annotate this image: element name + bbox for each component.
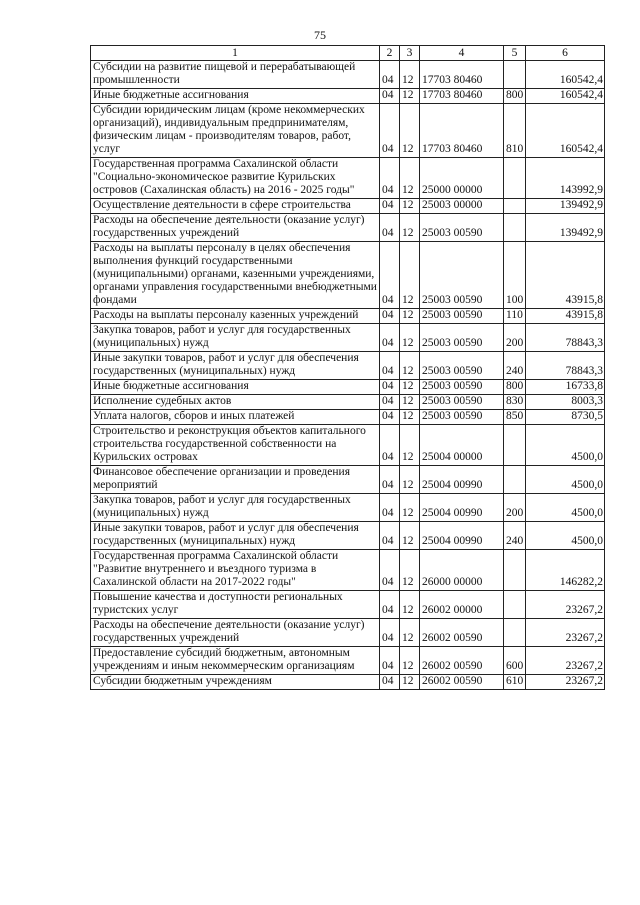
subsection-code-cell: 12 xyxy=(400,242,420,309)
amount-cell: 8730,5 xyxy=(526,410,605,425)
column-header: 2 xyxy=(380,46,400,61)
table-header-row xyxy=(91,46,605,61)
subsection-code-cell: 12 xyxy=(400,675,420,690)
amount-cell: 23267,2 xyxy=(526,619,605,647)
column-header: 6 xyxy=(526,46,605,61)
target-article-cell: 25003 00590 xyxy=(420,395,504,410)
subsection-code-cell: 12 xyxy=(400,104,420,158)
table-row xyxy=(91,395,605,410)
subsection-code-cell: 12 xyxy=(400,410,420,425)
expense-type-cell xyxy=(504,158,526,199)
subsection-code-cell: 12 xyxy=(400,550,420,591)
expense-name-cell: Расходы на обеспечение деятельности (оказание услуг) государственных учреждений xyxy=(91,619,380,647)
expense-name-cell: Осуществление деятельности в сфере строительства xyxy=(91,199,380,214)
expense-name-cell: Государственная программа Сахалинской области "Социально-экономическое развитие Курильских островов (Сахалинская область) на 2016 - 2025 годы" xyxy=(91,158,380,199)
amount-cell: 16733,8 xyxy=(526,380,605,395)
table-row xyxy=(91,494,605,522)
table-row xyxy=(91,647,605,675)
target-article-cell: 25003 00590 xyxy=(420,214,504,242)
table-row xyxy=(91,522,605,550)
target-article-cell: 25003 00590 xyxy=(420,309,504,324)
expense-type-cell xyxy=(504,466,526,494)
expense-name-cell: Закупка товаров, работ и услуг для государственных (муниципальных) нужд xyxy=(91,324,380,352)
expense-name-cell: Повышение качества и доступности региональных туристских услуг xyxy=(91,591,380,619)
expense-name-cell: Расходы на выплаты персоналу казенных учреждений xyxy=(91,309,380,324)
section-code-cell: 04 xyxy=(380,309,400,324)
expense-type-cell xyxy=(504,199,526,214)
expense-type-cell xyxy=(504,550,526,591)
subsection-code-cell: 12 xyxy=(400,395,420,410)
table-row xyxy=(91,89,605,104)
subsection-code-cell: 12 xyxy=(400,522,420,550)
expense-name-cell: Иные бюджетные ассигнования xyxy=(91,89,380,104)
amount-cell: 4500,0 xyxy=(526,466,605,494)
target-article-cell: 25003 00590 xyxy=(420,380,504,395)
expense-name-cell: Предоставление субсидий бюджетным, автономным учреждениям и иным некоммерческим организациям xyxy=(91,647,380,675)
target-article-cell: 25004 00990 xyxy=(420,494,504,522)
expense-name-cell: Субсидии юридическим лицам (кроме некоммерческих организаций), индивидуальным предпринимателям, физическим лицам - производителям товаров, работ, услуг xyxy=(91,104,380,158)
budget-table xyxy=(90,45,605,690)
section-code-cell: 04 xyxy=(380,425,400,466)
expense-type-cell: 610 xyxy=(504,675,526,690)
target-article-cell: 25004 00000 xyxy=(420,425,504,466)
amount-cell: 78843,3 xyxy=(526,352,605,380)
expense-type-cell: 800 xyxy=(504,380,526,395)
subsection-code-cell: 12 xyxy=(400,647,420,675)
table-row xyxy=(91,309,605,324)
subsection-code-cell: 12 xyxy=(400,89,420,104)
target-article-cell: 25003 00000 xyxy=(420,199,504,214)
subsection-code-cell: 12 xyxy=(400,380,420,395)
section-code-cell: 04 xyxy=(380,591,400,619)
expense-type-cell: 830 xyxy=(504,395,526,410)
amount-cell: 160542,4 xyxy=(526,104,605,158)
section-code-cell: 04 xyxy=(380,158,400,199)
table-row xyxy=(91,158,605,199)
expense-name-cell: Иные бюджетные ассигнования xyxy=(91,380,380,395)
section-code-cell: 04 xyxy=(380,647,400,675)
section-code-cell: 04 xyxy=(380,395,400,410)
section-code-cell: 04 xyxy=(380,619,400,647)
subsection-code-cell: 12 xyxy=(400,352,420,380)
target-article-cell: 26002 00590 xyxy=(420,647,504,675)
target-article-cell: 25000 00000 xyxy=(420,158,504,199)
subsection-code-cell: 12 xyxy=(400,466,420,494)
amount-cell: 23267,2 xyxy=(526,591,605,619)
subsection-code-cell: 12 xyxy=(400,591,420,619)
amount-cell: 4500,0 xyxy=(526,494,605,522)
section-code-cell: 04 xyxy=(380,214,400,242)
amount-cell: 4500,0 xyxy=(526,425,605,466)
subsection-code-cell: 12 xyxy=(400,425,420,466)
target-article-cell: 26002 00590 xyxy=(420,675,504,690)
amount-cell: 143992,9 xyxy=(526,158,605,199)
expense-type-cell xyxy=(504,214,526,242)
section-code-cell: 04 xyxy=(380,242,400,309)
expense-type-cell: 800 xyxy=(504,89,526,104)
expense-type-cell: 110 xyxy=(504,309,526,324)
amount-cell: 23267,2 xyxy=(526,675,605,690)
expense-type-cell xyxy=(504,591,526,619)
column-header: 1 xyxy=(91,46,380,61)
table-row xyxy=(91,352,605,380)
target-article-cell: 26000 00000 xyxy=(420,550,504,591)
expense-name-cell: Иные закупки товаров, работ и услуг для обеспечения государственных (муниципальных) нужд xyxy=(91,352,380,380)
table-row xyxy=(91,425,605,466)
target-article-cell: 25003 00590 xyxy=(420,324,504,352)
column-header: 3 xyxy=(400,46,420,61)
expense-name-cell: Расходы на выплаты персоналу в целях обеспечения выполнения функций государственными (муниципальными) органами, казенными учреждениями, органами управления государственными внебюджетными фондами xyxy=(91,242,380,309)
section-code-cell: 04 xyxy=(380,522,400,550)
expense-type-cell: 200 xyxy=(504,324,526,352)
subsection-code-cell: 12 xyxy=(400,619,420,647)
subsection-code-cell: 12 xyxy=(400,309,420,324)
expense-name-cell: Государственная программа Сахалинской области "Развитие внутреннего и въездного туризма в Сахалинской области на 2017-2022 годы" xyxy=(91,550,380,591)
amount-cell: 139492,9 xyxy=(526,214,605,242)
subsection-code-cell: 12 xyxy=(400,214,420,242)
subsection-code-cell: 12 xyxy=(400,324,420,352)
section-code-cell: 04 xyxy=(380,410,400,425)
section-code-cell: 04 xyxy=(380,104,400,158)
table-row xyxy=(91,104,605,158)
amount-cell: 160542,4 xyxy=(526,89,605,104)
expense-type-cell xyxy=(504,425,526,466)
amount-cell: 8003,3 xyxy=(526,395,605,410)
amount-cell: 43915,8 xyxy=(526,309,605,324)
target-article-cell: 25003 00590 xyxy=(420,410,504,425)
expense-type-cell xyxy=(504,61,526,89)
column-header: 5 xyxy=(504,46,526,61)
table-row xyxy=(91,550,605,591)
amount-cell: 160542,4 xyxy=(526,61,605,89)
table-row xyxy=(91,591,605,619)
page-number: 75 xyxy=(314,28,326,42)
target-article-cell: 25004 00990 xyxy=(420,522,504,550)
section-code-cell: 04 xyxy=(380,61,400,89)
subsection-code-cell: 12 xyxy=(400,61,420,89)
expense-type-cell: 100 xyxy=(504,242,526,309)
subsection-code-cell: 12 xyxy=(400,199,420,214)
section-code-cell: 04 xyxy=(380,324,400,352)
table-row xyxy=(91,324,605,352)
target-article-cell: 25003 00590 xyxy=(420,352,504,380)
table-row xyxy=(91,380,605,395)
amount-cell: 23267,2 xyxy=(526,647,605,675)
subsection-code-cell: 12 xyxy=(400,158,420,199)
table-row xyxy=(91,466,605,494)
expense-name-cell: Расходы на обеспечение деятельности (оказание услуг) государственных учреждений xyxy=(91,214,380,242)
target-article-cell: 17703 80460 xyxy=(420,89,504,104)
section-code-cell: 04 xyxy=(380,675,400,690)
expense-name-cell: Исполнение судебных актов xyxy=(91,395,380,410)
expense-name-cell: Строительство и реконструкция объектов капитального строительства государственной собственности на Курильских островах xyxy=(91,425,380,466)
expense-type-cell: 200 xyxy=(504,494,526,522)
target-article-cell: 25003 00590 xyxy=(420,242,504,309)
expense-name-cell: Закупка товаров, работ и услуг для государственных (муниципальных) нужд xyxy=(91,494,380,522)
amount-cell: 43915,8 xyxy=(526,242,605,309)
expense-type-cell xyxy=(504,619,526,647)
expense-type-cell: 240 xyxy=(504,522,526,550)
target-article-cell: 26002 00590 xyxy=(420,619,504,647)
section-code-cell: 04 xyxy=(380,89,400,104)
expense-type-cell: 810 xyxy=(504,104,526,158)
table-row xyxy=(91,61,605,89)
target-article-cell: 17703 80460 xyxy=(420,104,504,158)
amount-cell: 146282,2 xyxy=(526,550,605,591)
section-code-cell: 04 xyxy=(380,550,400,591)
expense-type-cell: 600 xyxy=(504,647,526,675)
table-row xyxy=(91,214,605,242)
expense-type-cell: 850 xyxy=(504,410,526,425)
section-code-cell: 04 xyxy=(380,494,400,522)
amount-cell: 78843,3 xyxy=(526,324,605,352)
subsection-code-cell: 12 xyxy=(400,494,420,522)
expense-name-cell: Финансовое обеспечение организации и проведения мероприятий xyxy=(91,466,380,494)
section-code-cell: 04 xyxy=(380,352,400,380)
section-code-cell: 04 xyxy=(380,380,400,395)
section-code-cell: 04 xyxy=(380,199,400,214)
table-row xyxy=(91,199,605,214)
amount-cell: 4500,0 xyxy=(526,522,605,550)
table-row xyxy=(91,410,605,425)
target-article-cell: 25004 00990 xyxy=(420,466,504,494)
expense-name-cell: Уплата налогов, сборов и иных платежей xyxy=(91,410,380,425)
expense-name-cell: Субсидии бюджетным учреждениям xyxy=(91,675,380,690)
column-header: 4 xyxy=(420,46,504,61)
table-row xyxy=(91,619,605,647)
expense-name-cell: Субсидии на развитие пищевой и перерабатывающей промышленности xyxy=(91,61,380,89)
section-code-cell: 04 xyxy=(380,466,400,494)
amount-cell: 139492,9 xyxy=(526,199,605,214)
table-row xyxy=(91,675,605,690)
target-article-cell: 17703 80460 xyxy=(420,61,504,89)
expense-name-cell: Иные закупки товаров, работ и услуг для обеспечения государственных (муниципальных) нужд xyxy=(91,522,380,550)
expense-type-cell: 240 xyxy=(504,352,526,380)
target-article-cell: 26002 00000 xyxy=(420,591,504,619)
table-row xyxy=(91,242,605,309)
